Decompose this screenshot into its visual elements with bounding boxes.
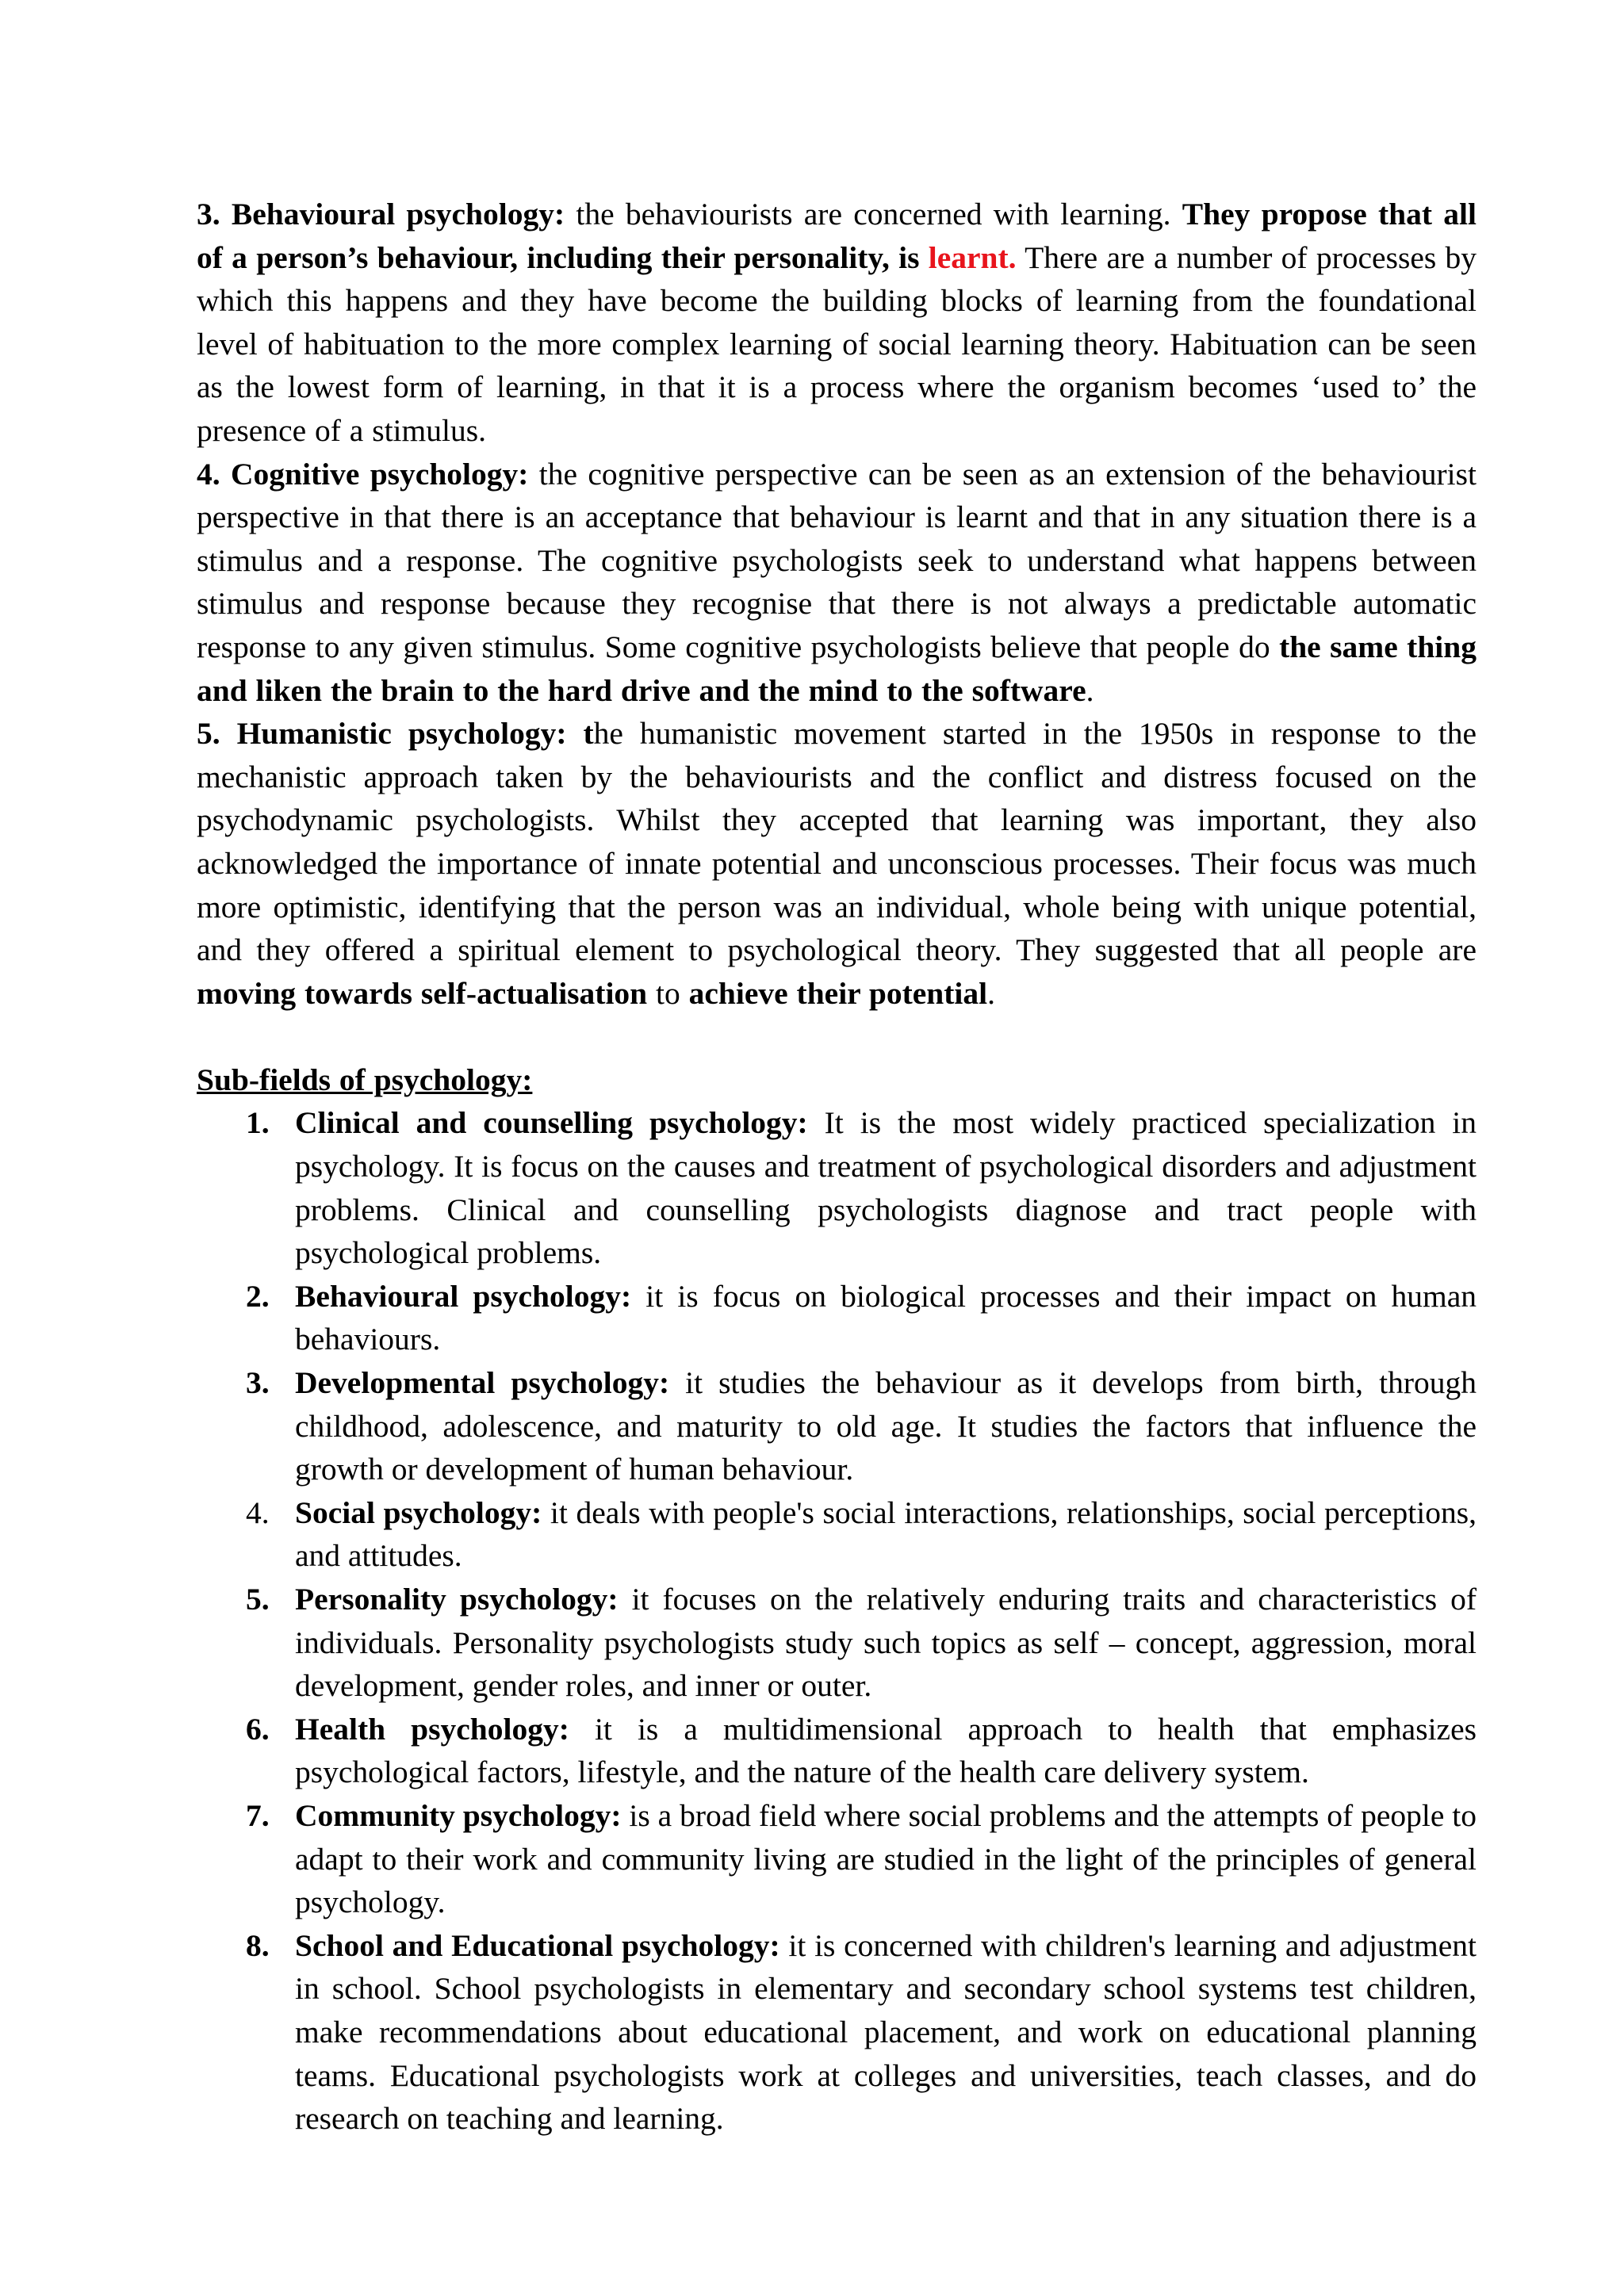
paragraph-label: 3. Behavioural psychology: <box>197 197 565 232</box>
paragraph-text: he humanistic movement started in the 1950s in response to the mechanistic approach taken by the behaviourists and the conflict and distress focused on the psychodynamic psychologists. Whilst they accepted that learning was important, they also acknowledged the importance of innate potential and unconscious processes. Their focus was much more optimistic, identifying that the person was an individual, whole being with unique potential, and they offered a spiritual element to psychological theory. They suggested that all people are <box>197 716 1477 968</box>
list-item-text: it is concerned with children's learning and adjustment in school. School psychologists in elementary and secondary school systems test children, make recommendations about educational placement, and work on educational planning teams. Educational psychologists work at colleges and universities, teach classes, and do research on teaching and learning. <box>295 1927 1477 2137</box>
emphasis-text: moving towards self-actualisation <box>197 975 648 1011</box>
paragraph-text: . <box>1086 672 1094 708</box>
list-item-text: it focuses on the relatively enduring traits and characteristics of individuals. Personality psychologists study such topics as self – concept, aggression, moral development, gender roles, and inner or outer. <box>295 1582 1477 1704</box>
list-item <box>197 1361 1477 1491</box>
list-number: 4. <box>246 1494 270 1530</box>
document-page <box>197 193 1477 2141</box>
list-item-title: Clinical and counselling psychology: <box>295 1105 808 1141</box>
list-number: 2. <box>246 1278 270 1314</box>
paragraph-text: . <box>987 975 995 1011</box>
highlight-text: learnt. <box>928 239 1017 275</box>
list-item-text: it is a multidimensional approach to health that emphasizes psychological factors, lifestyle, and the nature of the health care delivery system. <box>295 1711 1477 1790</box>
emphasis-text: the same thing and liken the brain to the hard drive and the mind to the software <box>197 629 1477 708</box>
list-item-text: is a broad field where social problems and the attempts of people to adapt to their work and community living are studied in the light of the principles of general psychology. <box>295 1797 1477 1920</box>
paragraph-text: the behaviourists are concerned with learning. <box>565 197 1182 232</box>
list-number: 7. <box>246 1797 270 1833</box>
list-item <box>197 1794 1477 1924</box>
list-item-text: it is focus on biological processes and their impact on human behaviours. <box>295 1278 1477 1357</box>
list-item <box>197 1491 1477 1578</box>
emphasis-text: achieve their potential <box>688 975 988 1011</box>
list-item-title: Personality psychology: <box>295 1582 619 1617</box>
paragraph-spacer <box>197 1015 1477 1058</box>
list-number: 5. <box>246 1582 270 1617</box>
paragraph-text: to <box>647 975 689 1011</box>
list-item <box>197 1578 1477 1708</box>
section-heading: Sub-fields of psychology: <box>197 1062 533 1097</box>
list-number: 8. <box>246 1927 270 1963</box>
paragraph-text: There are a number of processes by which this happens and they have become the building blocks of learning from the foundational level of habituation to the more complex learning of social learning theory. Habituation can be seen as the lowest form of learning, in that it is a process where the organism becomes ‘used to’ the presence of a stimulus. <box>197 239 1477 448</box>
list-item-title: Developmental psychology: <box>295 1365 670 1401</box>
list-number: 1. <box>246 1105 270 1141</box>
list-item-text: it deals with people's social interactions, relationships, social perceptions, and attitudes. <box>295 1494 1477 1574</box>
list-item-title: School and Educational psychology: <box>295 1927 780 1963</box>
emphasis-text: They propose that all of a person’s behaviour, including their personality, is <box>197 197 1477 275</box>
list-item-title: Community psychology: <box>295 1797 622 1833</box>
subfields-list <box>197 1101 1477 2140</box>
list-item <box>197 1101 1477 1274</box>
list-item-text: it studies the behaviour as it develops from birth, through childhood, adolescence, and maturity to old age. It studies the factors that influence the growth or development of human behaviour. <box>295 1365 1477 1487</box>
paragraph-cognitive-psychology <box>197 453 1477 713</box>
list-item <box>197 1708 1477 1794</box>
paragraph-behavioural-psychology <box>197 193 1477 453</box>
paragraph-humanistic-psychology <box>197 712 1477 1015</box>
paragraph-text: the cognitive perspective can be seen as an extension of the behaviourist perspective in that there is an acceptance that behaviour is learnt and that in any situation there is a stimulus and a response. The cognitive psychologists seek to understand what happens between stimulus and response because they recognise that there is not always a predictable automatic response to any given stimulus. Some cognitive psychologists believe that people do <box>197 456 1477 664</box>
paragraph-label: 4. Cognitive psychology: <box>197 456 529 492</box>
list-item-text: It is the most widely practiced specialization in psychology. It is focus on the causes and treatment of psychological disorders and adjustment problems. Clinical and counselling psychologists diagnose and tract people with psychological problems. <box>295 1105 1477 1271</box>
list-item-title: Health psychology: <box>295 1711 569 1747</box>
paragraph-label: 5. Humanistic psychology: t <box>197 716 594 752</box>
list-number: 6. <box>246 1711 270 1747</box>
list-item <box>197 1924 1477 2141</box>
list-item <box>197 1275 1477 1361</box>
list-item-title: Behavioural psychology: <box>295 1278 632 1314</box>
list-item-title: Social psychology: <box>295 1494 542 1530</box>
list-number: 3. <box>246 1365 270 1401</box>
